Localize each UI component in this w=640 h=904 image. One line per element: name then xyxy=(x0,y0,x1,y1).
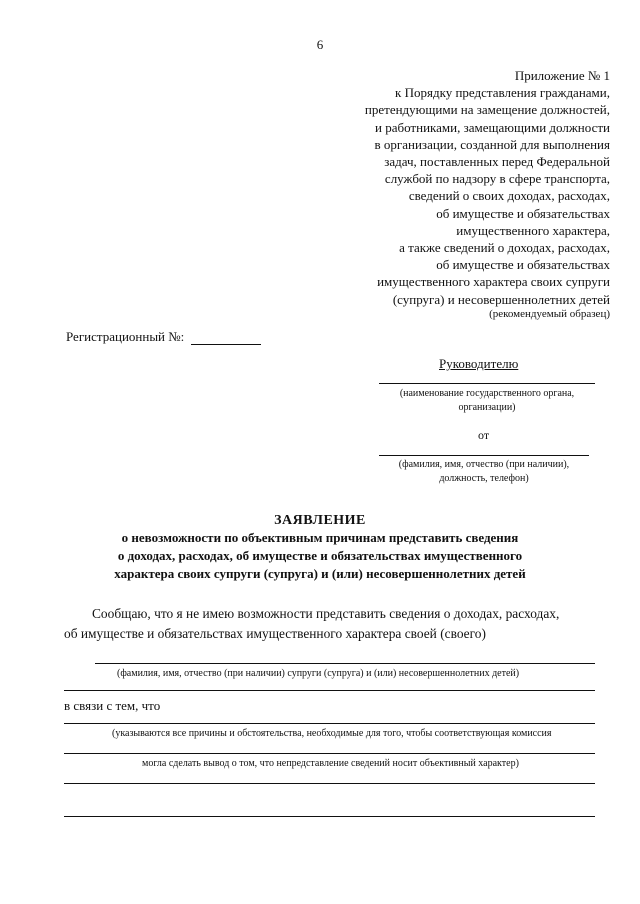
org-name-field[interactable] xyxy=(379,383,595,384)
statement-subtitle: о невозможности по объективным причинам представить сведения о доходах, расходах, об имуществе и обязательствах имущественного характера своих супруги (супруга) и (или) несовершеннолетних детей xyxy=(114,530,526,581)
appendix-line: задач, поставленных перед Федеральной xyxy=(384,154,610,170)
appendix-header xyxy=(365,67,610,308)
reason-field-line-2[interactable] xyxy=(64,753,595,754)
statement-body: Сообщаю, что я не имею возможности представить сведения о доходах, расходах, об имуществе и обязательствах имущественного характера своей (своего) xyxy=(64,606,560,641)
statement-title: ЗАЯВЛЕНИЕ xyxy=(274,513,366,528)
page-number: 6 xyxy=(316,37,324,52)
appendix-line: имущественного характера своих супруги xyxy=(377,274,610,290)
registration-label: Регистрационный №: xyxy=(66,329,185,344)
appendix-line: в организации, созданной для выполнения xyxy=(374,136,610,152)
appendix-line: службой по надзору в сфере транспорта, xyxy=(384,171,610,187)
appendix-line: и работниками, замещающими должности xyxy=(375,119,610,135)
family-members-caption: (фамилия, имя, отчество (при наличии) супруги (супруга) и (или) несовершеннолетних детей) xyxy=(117,668,520,679)
appendix-line: а также сведений о доходах, расходах, xyxy=(399,240,610,256)
applicant-field[interactable] xyxy=(379,455,589,456)
appendix-line: к Порядку представления гражданами, xyxy=(395,85,610,101)
from-label: от xyxy=(478,428,490,442)
registration-number-field[interactable] xyxy=(191,344,261,345)
reason-label: в связи с тем, что xyxy=(64,698,161,713)
appendix-line: Приложение № 1 xyxy=(514,68,610,83)
family-members-field-line-2[interactable] xyxy=(64,690,595,691)
applicant-caption: (фамилия, имя, отчество (при наличии), должность, телефон) xyxy=(398,459,570,484)
appendix-line: об имуществе и обязательствах xyxy=(436,257,610,273)
reason-field-line-4[interactable] xyxy=(64,816,595,817)
addressee: Руководителю xyxy=(439,356,519,371)
appendix-line: претендующими на замещение должностей, xyxy=(364,102,610,118)
org-name-caption: (наименование государственного органа, организации) xyxy=(399,388,575,413)
sample-note: (рекомендуемый образец) xyxy=(489,308,610,320)
appendix-line: сведений о своих доходах, расходах, xyxy=(408,188,610,204)
appendix-line: об имуществе и обязательствах xyxy=(436,205,610,221)
reason-field-line-3[interactable] xyxy=(64,783,595,784)
reason-caption-2: могла сделать вывод о том, что непредставление сведений носит объективный характер) xyxy=(142,758,519,769)
appendix-line: (супруга) и несовершеннолетних детей xyxy=(392,291,610,307)
appendix-line: имущественного характера, xyxy=(456,222,610,238)
reason-caption-1: (указываются все причины и обстоятельства, необходимые для того, чтобы соответствующая комиссия xyxy=(112,728,552,739)
reason-field[interactable] xyxy=(64,723,595,724)
family-members-field[interactable] xyxy=(95,663,595,664)
